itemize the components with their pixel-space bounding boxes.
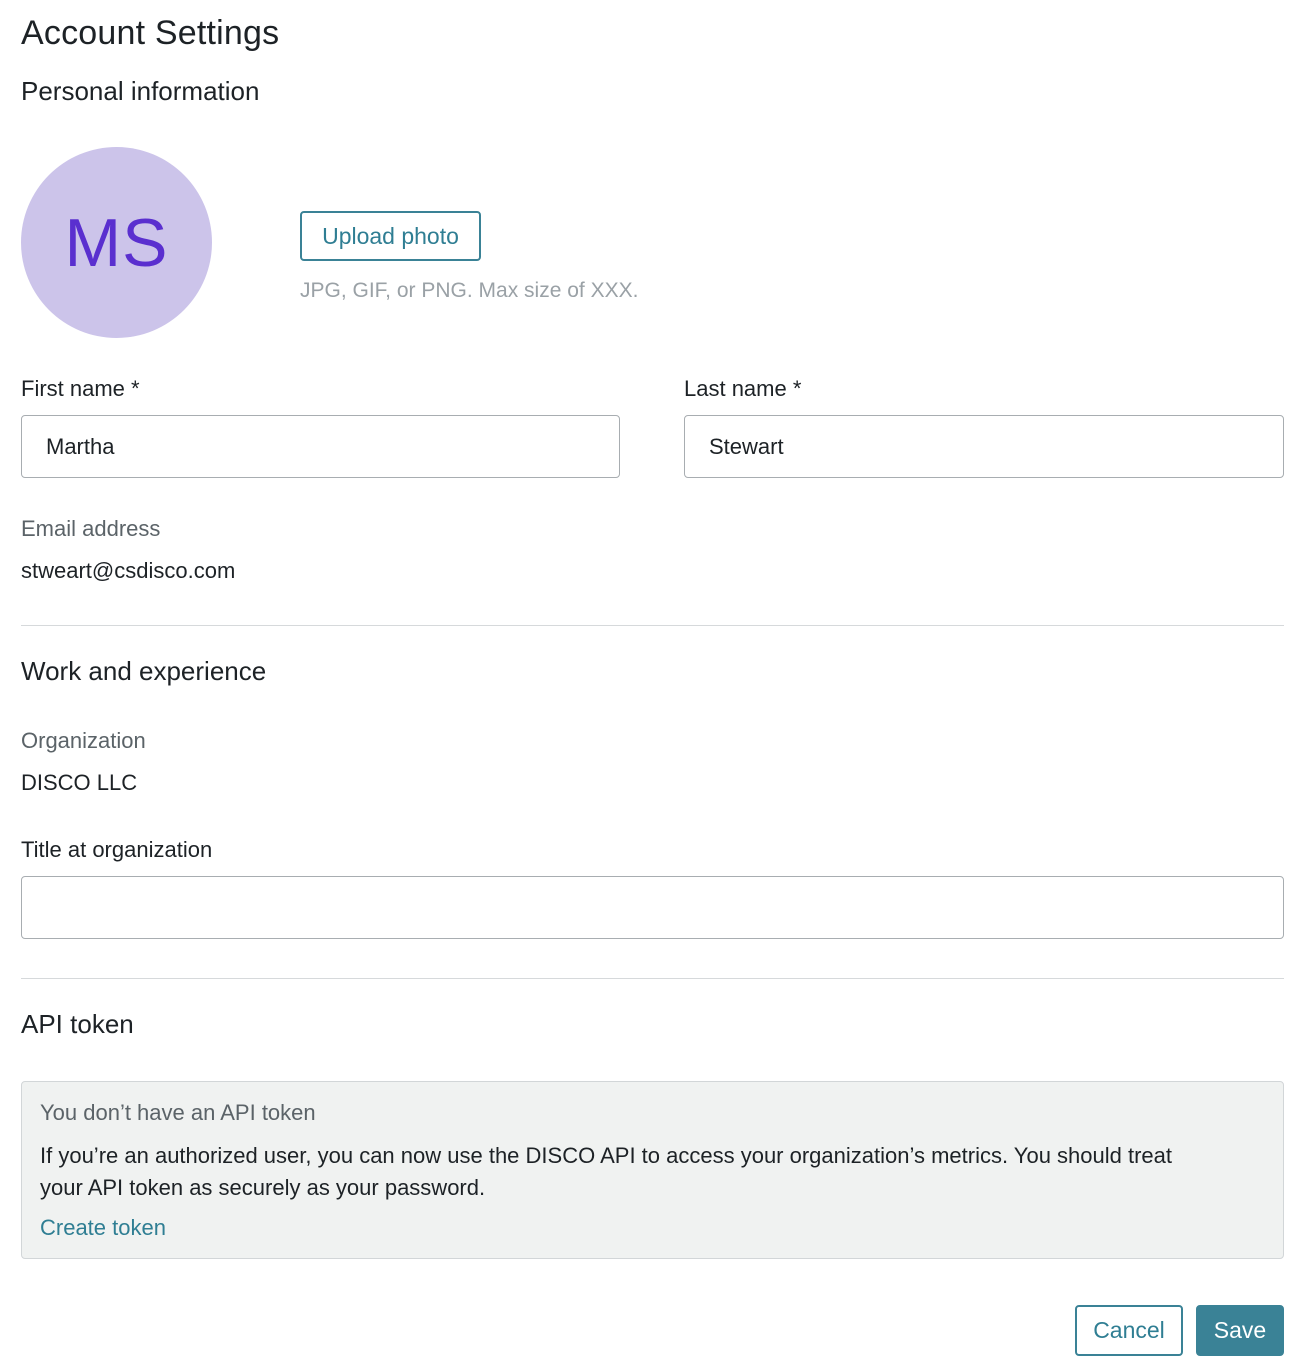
- work-experience-heading: Work and experience: [21, 656, 267, 686]
- avatar-initials: MS: [64, 204, 169, 281]
- cancel-button[interactable]: Cancel: [1075, 1305, 1183, 1356]
- last-name-input[interactable]: [684, 415, 1284, 478]
- email-label: Email address: [21, 516, 161, 541]
- title-at-organization-label: Title at organization: [21, 837, 213, 862]
- api-token-notice-heading: You don’t have an API token: [40, 1100, 316, 1125]
- first-name-label: First name *: [21, 376, 140, 401]
- personal-information-heading: Personal information: [21, 76, 260, 106]
- upload-photo-button[interactable]: Upload photo: [300, 211, 481, 261]
- api-token-notice-text: If you’re an authorized user, you can now use the DISCO API to access your organization’s metrics. You should treat your API token as securely as your password.: [40, 1143, 1173, 1200]
- title-at-organization-input[interactable]: [21, 876, 1284, 939]
- first-name-input[interactable]: [21, 415, 620, 478]
- section-divider: [21, 978, 1284, 979]
- section-divider: [21, 625, 1284, 626]
- email-value: stweart@csdisco.com: [21, 558, 236, 583]
- api-token-notice: [21, 1081, 1284, 1259]
- organization-value: DISCO LLC: [21, 770, 138, 795]
- upload-photo-hint: JPG, GIF, or PNG. Max size of XXX.: [300, 279, 639, 302]
- api-token-heading: API token: [21, 1009, 134, 1039]
- avatar: [21, 147, 212, 338]
- last-name-label: Last name *: [684, 376, 802, 401]
- organization-label: Organization: [21, 728, 146, 753]
- save-button[interactable]: Save: [1196, 1305, 1284, 1356]
- create-token-link[interactable]: Create token: [40, 1215, 166, 1240]
- page-title: Account Settings: [21, 14, 280, 52]
